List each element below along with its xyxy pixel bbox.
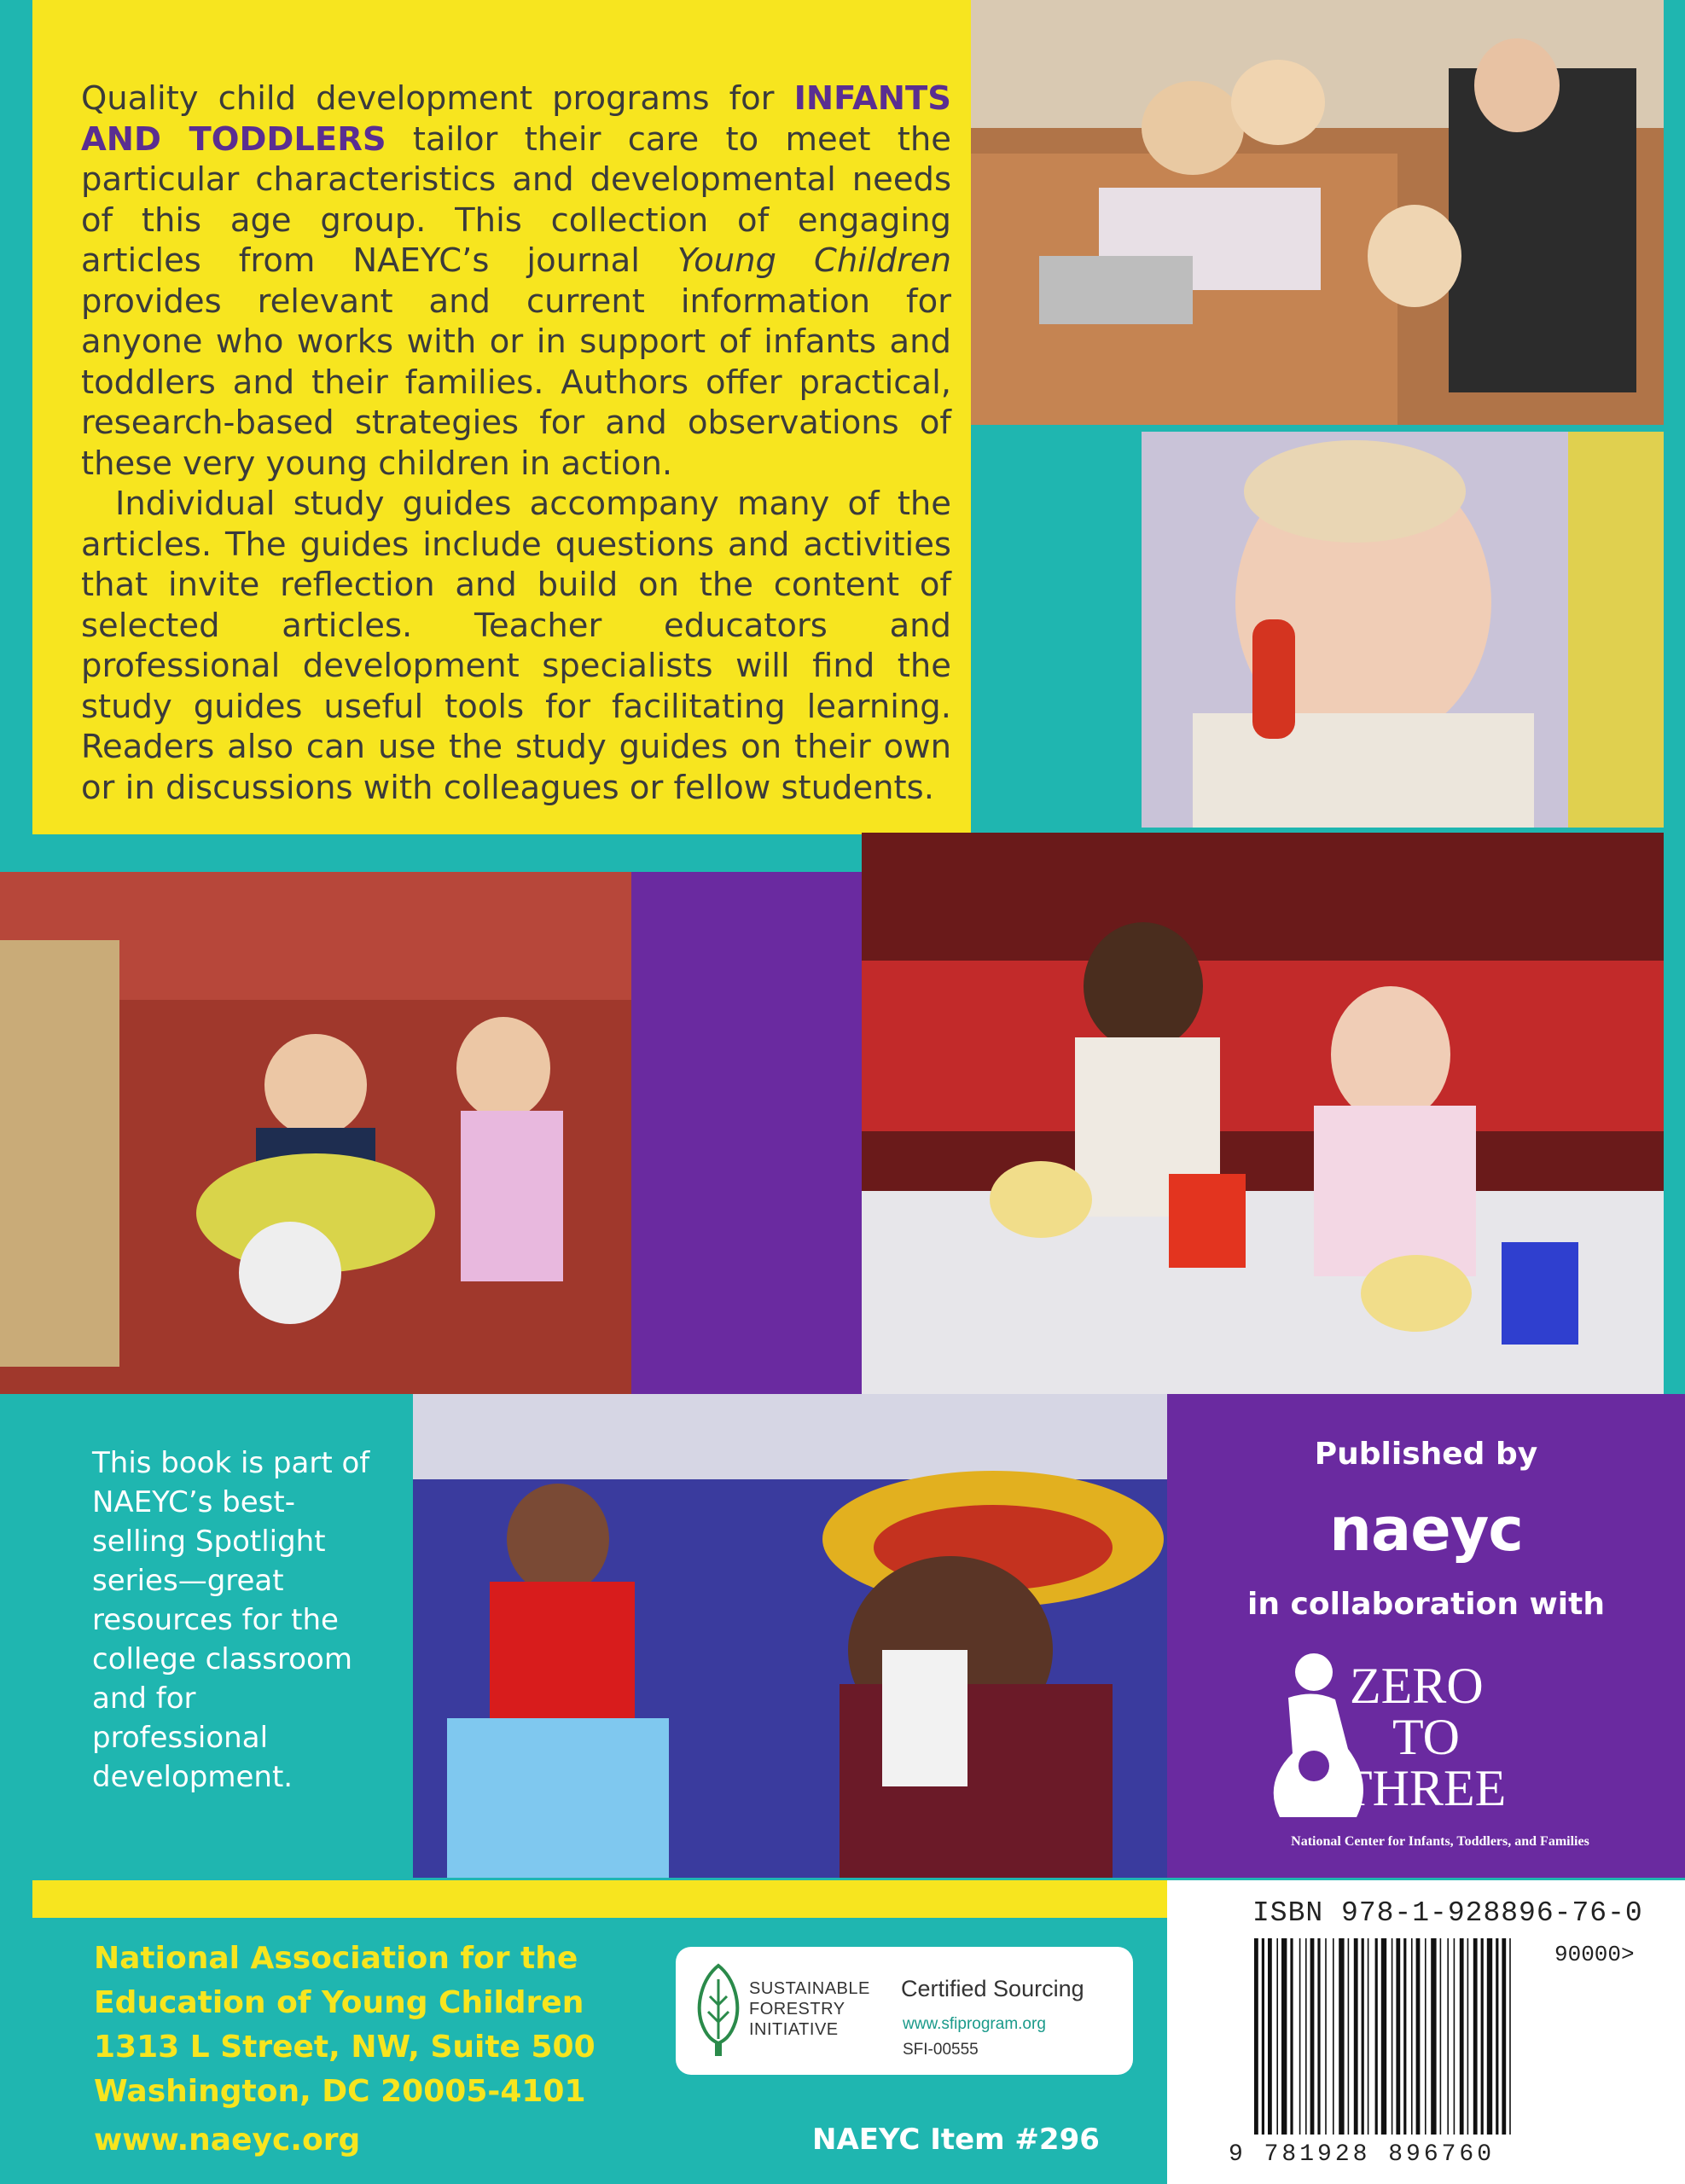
- blurb-paragraph-1: [81, 78, 951, 484]
- barcode-bar: [1454, 1938, 1455, 2135]
- sfi-code: SFI-00555: [903, 2041, 979, 2059]
- barcode-bar: [1290, 1938, 1293, 2135]
- barcode-bar: [1481, 1938, 1484, 2135]
- photo-icon: [862, 833, 1664, 1394]
- photo-children-snack: [862, 833, 1664, 1394]
- barcode-bar: [1431, 1938, 1436, 2135]
- barcode-bar: [1362, 1938, 1364, 2135]
- purple-strip: [631, 872, 862, 1394]
- barcode-bar: [1396, 1938, 1400, 2135]
- sfi-name-line-2: FORESTRY: [749, 2000, 845, 2018]
- isbn-label: ISBN 978-1-928896-76-0: [1252, 1897, 1643, 1929]
- photo-toddler-ride-on: [0, 872, 631, 1394]
- collaboration-label: in collaboration with: [1247, 1587, 1605, 1622]
- barcode-bar: [1473, 1938, 1478, 2135]
- barcode-bar: [1268, 1938, 1272, 2135]
- published-by: Published by: [1314, 1437, 1538, 1472]
- barcode-bar: [1381, 1938, 1386, 2135]
- barcode-bar: [1325, 1938, 1327, 2135]
- photo-classroom-group: [971, 0, 1664, 425]
- photo-baby-phone: [1142, 432, 1664, 828]
- address-line-2: Education of Young Children: [94, 1985, 584, 2020]
- sfi-name-line-1: SUSTAINABLE: [749, 1979, 870, 1998]
- sfi-url: www.sfiprogram.org: [903, 2015, 1046, 2033]
- barcode-bar: [1276, 1938, 1278, 2135]
- address-line-1: National Association for the: [94, 1941, 578, 1976]
- series-note: This book is part of NAEYC’s best-selling Spotlight series—great resources for the college classroom and for professional development.: [92, 1446, 370, 1794]
- zero-to-three-logo-to: TO: [1392, 1709, 1460, 1765]
- blurb-p1-intro: Quality child development programs for: [81, 79, 794, 118]
- barcode-bar: [1425, 1938, 1426, 2135]
- address-line-4: Washington, DC 20005-4101: [94, 2074, 586, 2109]
- barcode-bar: [1310, 1938, 1315, 2135]
- price-code: 90000>: [1554, 1942, 1635, 1967]
- website-link[interactable]: www.naeyc.org: [94, 2123, 361, 2158]
- barcode-bar: [1496, 1938, 1498, 2135]
- zero-to-three-tagline: National Center for Infants, Toddlers, and Families: [1291, 1834, 1589, 1849]
- zero-to-three-logo-zero: ZERO: [1350, 1658, 1484, 1714]
- photo-icon: [1142, 432, 1664, 828]
- barcode-bar: [1305, 1938, 1307, 2135]
- barcode-bar: [1354, 1938, 1358, 2135]
- address-line-3: 1313 L Street, NW, Suite 500: [94, 2030, 596, 2065]
- barcode-bar: [1460, 1938, 1464, 2135]
- blurb-p1-mid: tailor their care to meet the particular characteristics and developmental needs of this age group. This collection of engaging articles from NAEYC’s journal: [81, 119, 951, 280]
- barcode-bar: [1348, 1938, 1350, 2135]
- item-number: NAEYC Item #296: [812, 2123, 1100, 2157]
- photo-icon: [971, 0, 1664, 425]
- blurb-p1-end: provides relevant and current information for anyone who works with or in support of infants and toddlers and their families. Authors offer practical, research-based strategies for and observations of these very young children in action.: [81, 282, 951, 483]
- barcode-bar: [1375, 1938, 1378, 2135]
- sfi-tree-icon: [693, 1962, 744, 2056]
- naeyc-logo: naeyc: [1329, 1495, 1523, 1565]
- barcode-icon: [1254, 1938, 1604, 2152]
- barcode-bar: [1416, 1938, 1421, 2135]
- zero-to-three-logo-three: THREE: [1341, 1760, 1507, 1816]
- barcode-bar: [1467, 1938, 1469, 2135]
- barcode-bar: [1411, 1938, 1413, 2135]
- barcode-bar: [1487, 1938, 1492, 2135]
- barcode-bar: [1392, 1938, 1393, 2135]
- sfi-certified-label: Certified Sourcing: [901, 1976, 1084, 2001]
- barcode-bar: [1502, 1938, 1506, 2135]
- photo-icon: [413, 1394, 1167, 1878]
- sfi-name-line-3: INITIATIVE: [749, 2020, 839, 2039]
- barcode-bar: [1299, 1938, 1301, 2135]
- blurb-text: [81, 78, 951, 808]
- barcode-bar: [1254, 1938, 1258, 2135]
- barcode-bar: [1333, 1938, 1334, 2135]
- blurb-paragraph-2: Individual study guides accompany many of the articles. The guides include questions and activities that invite reflection and build on the content of selected articles. Teacher educators and professional development specialists will find the study guides useful tools for facilitating learning. Readers also can use the study guides on their own or in discussions with colleagues or fellow students.: [81, 485, 951, 807]
- barcode-bar: [1440, 1938, 1442, 2135]
- photo-peekaboo: [413, 1394, 1167, 1878]
- barcode-bar: [1368, 1938, 1369, 2135]
- barcode-bar: [1281, 1938, 1287, 2135]
- barcode-bar: [1262, 1938, 1264, 2135]
- barcode-bar: [1447, 1938, 1449, 2135]
- barcode-bar: [1509, 1938, 1511, 2135]
- barcode-digits: 9 781928 896760: [1229, 2141, 1496, 2168]
- yellow-stripe: [32, 1880, 1167, 1918]
- barcode-bar: [1317, 1938, 1320, 2135]
- journal-title: Young Children: [677, 241, 952, 280]
- photo-icon: [0, 872, 631, 1394]
- barcode-bar: [1339, 1938, 1344, 2135]
- blurb-highlight: INFANTS AND TODDLERS: [81, 79, 951, 159]
- barcode-bar: [1403, 1938, 1406, 2135]
